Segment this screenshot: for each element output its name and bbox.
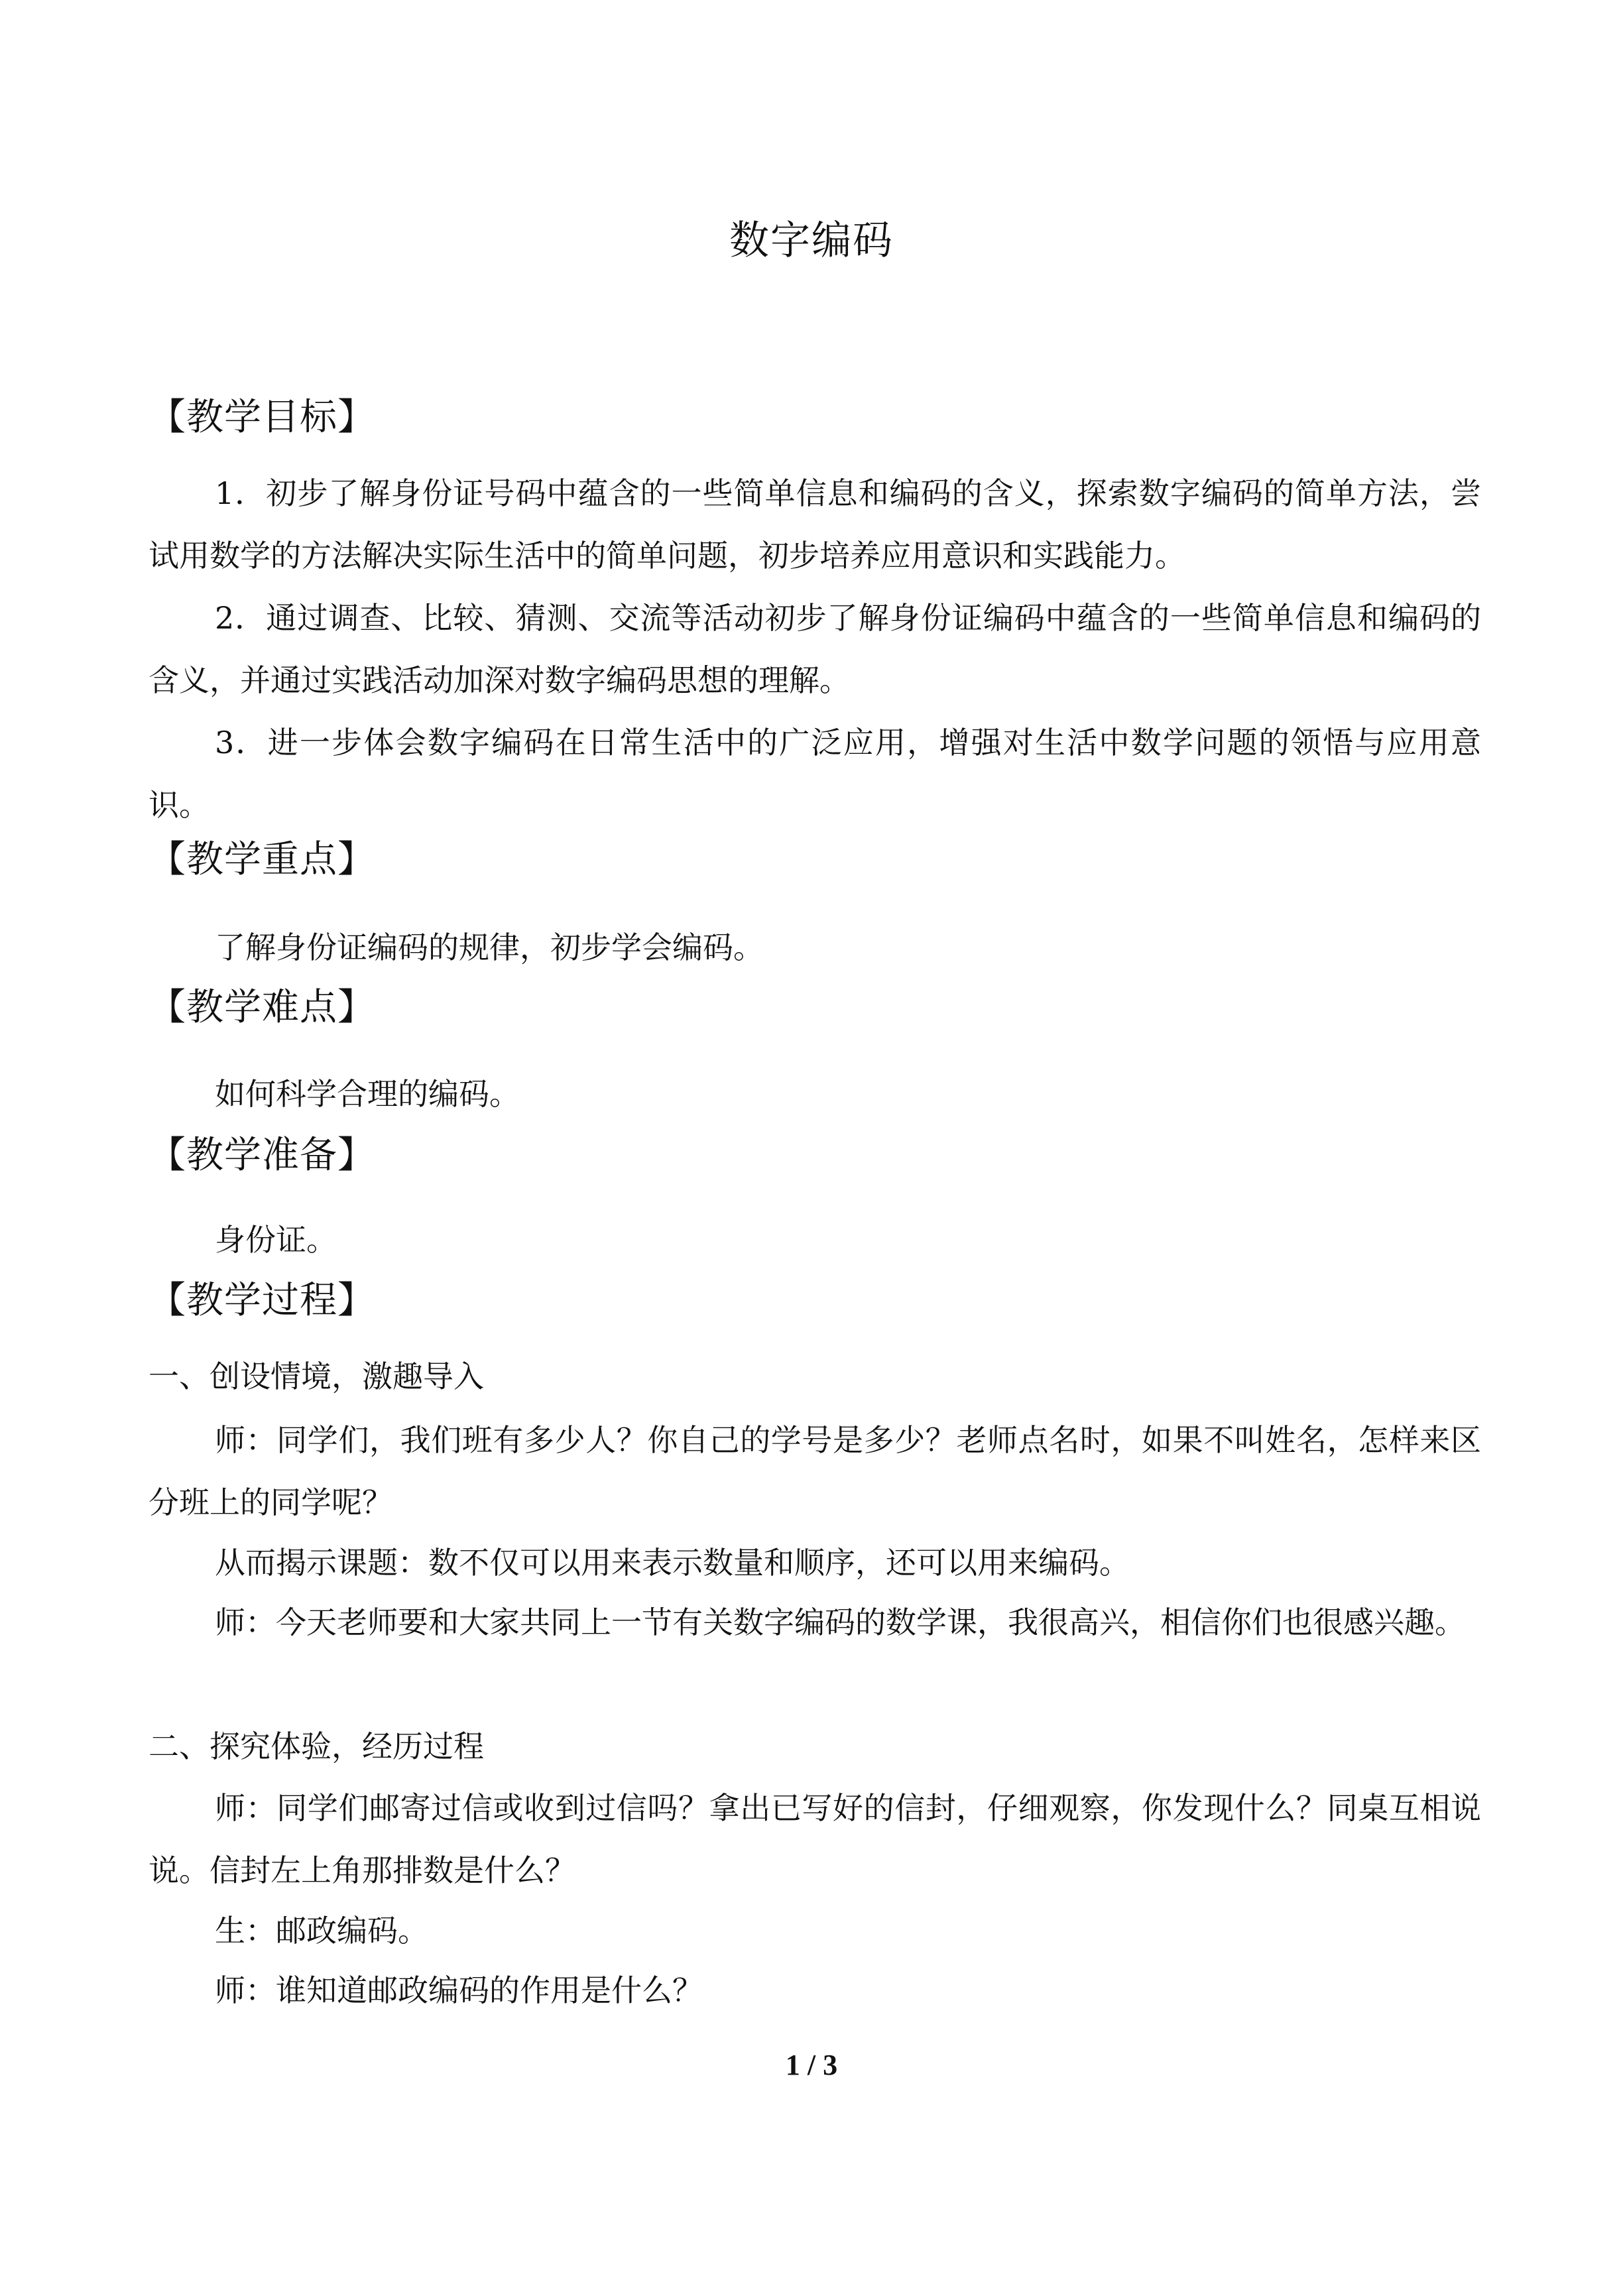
process-part1-title: 一、创设情境，激趣导入 [149,1359,484,1394]
page-number: 1 / 3 [785,2049,838,2081]
preparation-text: 身份证。 [215,1222,337,1258]
process-part2-title: 二、探究体验，经历过程 [149,1728,484,1764]
process-part2-para-1: 师：同学们邮寄过信或收到过信吗？拿出已写好的信封，仔细观察，你发现什么？同桌互相说说。信封左上角那排数是什么？ [149,1790,1481,1888]
heading-preparation: 【教学准备】 [149,1134,375,1177]
process-part2-para-2: 生：邮政编码。 [215,1913,428,1949]
page-title: 数字编码 [729,217,894,264]
heading-key-points: 【教学重点】 [149,838,375,881]
goal-item-2: 2．通过调查、比较、猜测、交流等活动初步了解身份证编码中蕴含的一些简单信息和编码的含义，并通过实践活动加深对数字编码思想的理解。 [149,600,1481,698]
heading-difficulties: 【教学难点】 [149,986,375,1029]
goal-item-3: 3．进一步体会数字编码在日常生活中的广泛应用，增强对生活中数学问题的领悟与应用意识。 [149,725,1481,823]
heading-process: 【教学过程】 [149,1279,375,1322]
process-part2-para-3: 师：谁知道邮政编码的作用是什么？ [215,1972,703,2008]
key-points-text: 了解身份证编码的规律，初步学会编码。 [215,930,764,965]
process-part1-para-3: 师：今天老师要和大家共同上一节有关数字编码的数学课，我很高兴，相信你们也很感兴趣。 [215,1604,1465,1640]
process-part1-para-1: 师：同学们，我们班有多少人？你自己的学号是多少？老师点名时，如果不叫姓名，怎样来区分班上的同学呢？ [149,1422,1481,1520]
heading-teaching-goals: 【教学目标】 [149,396,375,439]
difficulties-text: 如何科学合理的编码。 [215,1076,520,1112]
goal-item-1: 1．初步了解身份证号码中蕴含的一些简单信息和编码的含义，探索数字编码的简单方法，尝试用数学的方法解决实际生活中的简单问题，初步培养应用意识和实践能力。 [149,475,1481,574]
process-part1-para-2: 从而揭示课题：数不仅可以用来表示数量和顺序，还可以用来编码。 [215,1545,1130,1581]
